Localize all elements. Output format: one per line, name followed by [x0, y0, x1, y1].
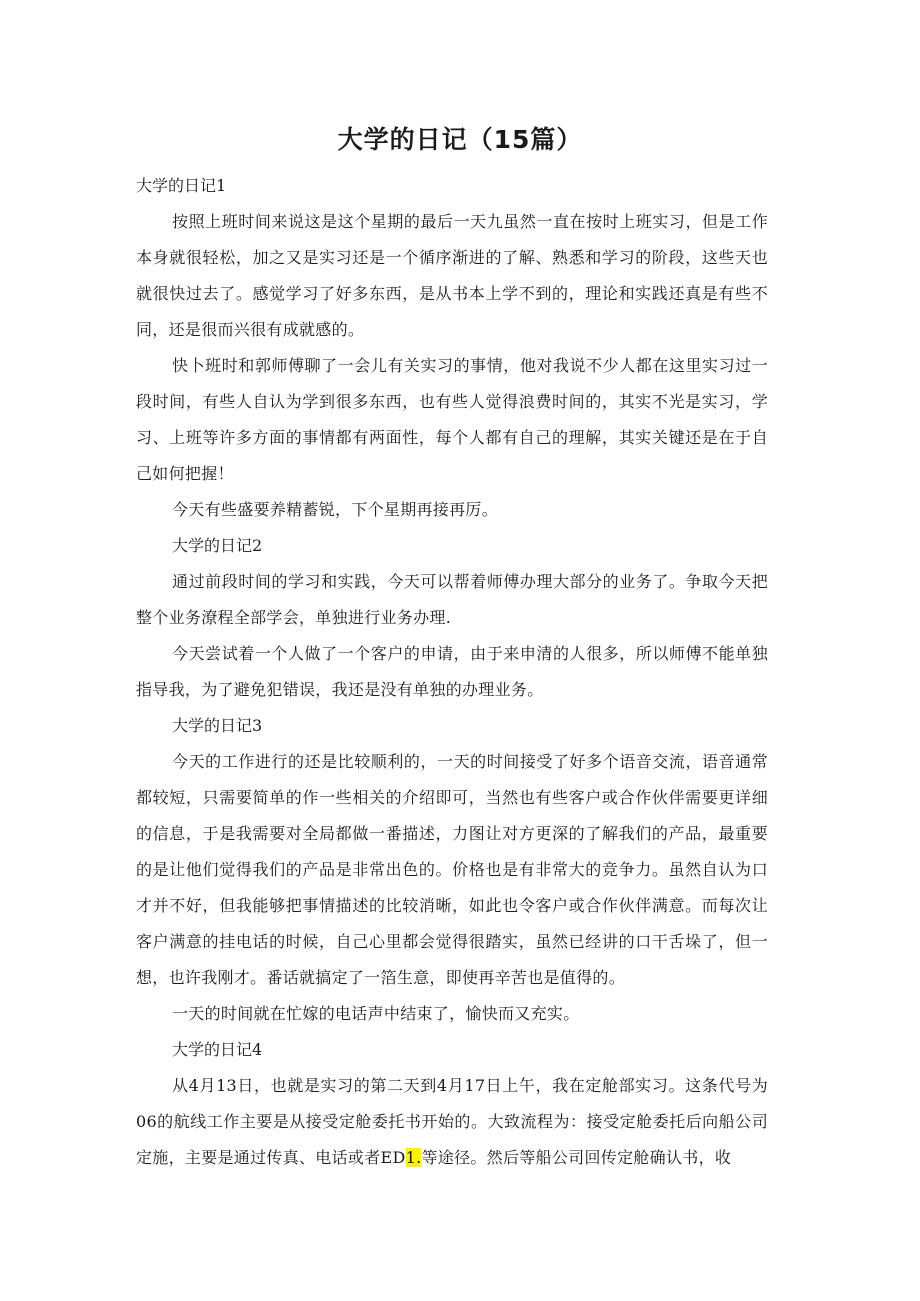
diary-entry-4: [136, 1032, 768, 1176]
document-title: 大学的日记（15篇）: [337, 125, 583, 154]
paragraph: 今天的工作进行的还是比较顺利的，一天的时间接受了好多个语音交流，语音通常都较短，只需要简单的作一些相关的介绍即可，当然也有些客户或合作伙伴需要更详细的信息，于是我需要对全局都做一番描述，力图让对方更深的了解我们的产品，最重要的是让他们觉得我们的产品是非常出色的。价格也是有非常大的竞争力。虽然自认为口才并不好，但我能够把事情描述的比较消晰，如此也令客户或合作伙伴满意。而每次让客户满意的挂电话的时候，自己心里都会觉得很踏实，虽然已经讲的口干舌垛了，但一想，也许我刚才。番话就搞定了一箔生意，即使再辛苦也是值得的。: [136, 752, 768, 987]
paragraph: 快卜班时和郭师傅聊了一会儿有关实习的事情，他对我说不少人都在这里实习过一段时间，有些人自认为学到很多东西，也有些人觉得浪费时间的，其实不光是实习，学习、上班等许多方面的事情都有两面性，每个人都有自己的理解，其实关键还是在于自己如何把握！: [136, 356, 768, 483]
paragraph: 按照上班时间来说这是这个星期的最后一天九虽然一直在按时上班实习，但是工作本身就很轻松，加之又是实习还是一个循序渐进的了解、熟悉和学习的阶段，这些天也就很快过去了。感觉学习了好多东西，是从书本上学不到的，理论和实践还真是有些不同，还是很而兴很有成就感的。: [136, 212, 768, 339]
paragraph-text: 等途径。然后等船公司回传定舱确认书，收: [421, 1148, 732, 1167]
highlighted-text: 1.: [405, 1148, 422, 1167]
paragraph: 通过前段时间的学习和实践，今天可以帮着师傅办理大部分的业务了。争取今天把整个业务潦程全部学会，单独进行业务办理.: [136, 572, 768, 627]
diary-entry-3: [136, 708, 768, 1032]
paragraph: [136, 1068, 768, 1176]
diary-entry-2: [136, 528, 768, 708]
entry-heading: 大学的日记2: [172, 536, 263, 555]
paragraph: 今天尝试着一个人做了一个客户的申请，由于来申清的人很多，所以师傅不能单独指导我，为了避免犯错误，我还是没有单独的办理业务。: [136, 644, 768, 699]
diary-entry-1: [136, 168, 768, 528]
entry-heading: 大学的日记1: [136, 176, 227, 195]
paragraph: 今天有些盛要养精蓄锐，下个星期再接再厉。: [172, 500, 499, 519]
entry-heading: 大学的日记4: [172, 1040, 263, 1059]
paragraph: 一天的时间就在忙嫁的电话声中结束了，愉快而又充实。: [172, 1004, 580, 1023]
entry-heading: 大学的日记3: [172, 716, 263, 735]
paragraph-text: 从4月13日，也就是实习的第二天到4月17日上午，我在定舱部实习。这条代号为06的航线工作主要是从接受定舱委托书开始的。大致流程为：接受定舱委托后向船公司定施，主要是通过传真、电话或者ED: [136, 1076, 768, 1167]
document-body: [136, 168, 768, 1176]
